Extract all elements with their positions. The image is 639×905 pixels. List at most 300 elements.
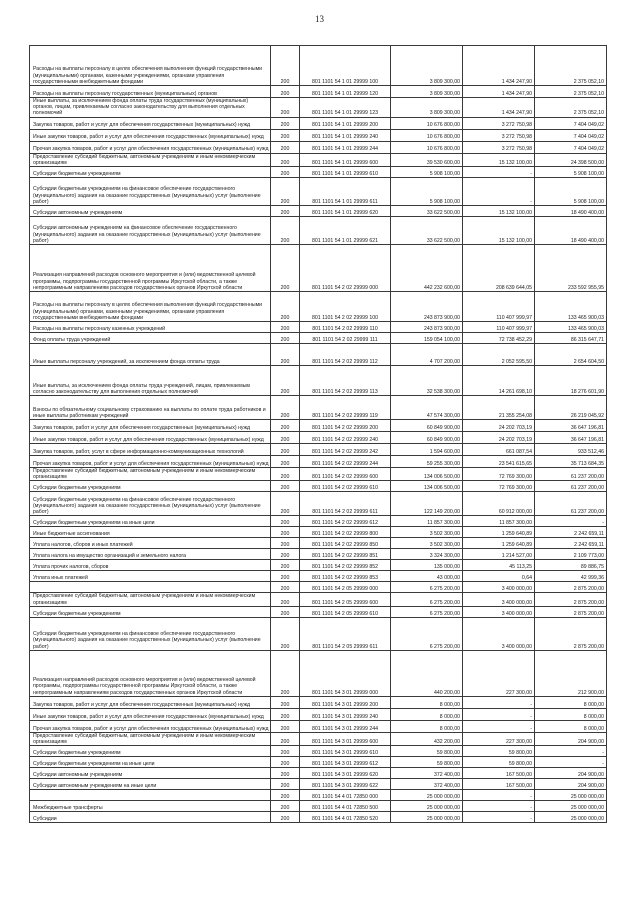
plan-amount: 1 594 600,00: [391, 444, 463, 456]
executed-amount: 227 300,00: [463, 732, 535, 745]
table-row: [30, 129, 607, 141]
table-row: [30, 117, 607, 129]
remaining-amount: 204 900,00: [535, 779, 607, 790]
plan-amount: 10 676 800,00: [391, 141, 463, 153]
remaining-amount: 7 404 049,02: [535, 129, 607, 141]
remaining-amount: 25 000 000,00: [535, 790, 607, 801]
remaining-amount: 233 592 955,95: [535, 245, 607, 292]
row-code: 200: [271, 167, 300, 178]
plan-amount: 11 857 300,00: [391, 516, 463, 527]
remaining-amount: 5 908 100,00: [535, 167, 607, 178]
table-row: [30, 516, 607, 527]
row-kbk: 801 1101 54 2 05 29999 610: [300, 606, 391, 617]
plan-amount: 432 200,00: [391, 732, 463, 745]
executed-amount: 11 857 300,00: [463, 516, 535, 527]
remaining-amount: 2 875 200,00: [535, 593, 607, 606]
table-row: [30, 732, 607, 745]
plan-amount: 10 676 800,00: [391, 117, 463, 129]
table-row: [30, 779, 607, 790]
executed-amount: 72 769 300,00: [463, 481, 535, 492]
plan-amount: 8 000,00: [391, 708, 463, 720]
remaining-amount: 8 000,00: [535, 708, 607, 720]
remaining-amount: -: [535, 516, 607, 527]
row-code: 200: [271, 86, 300, 98]
table-row: [30, 746, 607, 757]
row-kbk: 801 1101 54 3 01 29999 240: [300, 708, 391, 720]
row-code: 200: [271, 593, 300, 606]
executed-amount: 0,64: [463, 571, 535, 582]
row-name: Субсидии автономным учреждениям: [30, 206, 271, 217]
remaining-amount: 2 242 659,11: [535, 538, 607, 549]
plan-amount: 25 000 000,00: [391, 790, 463, 801]
remaining-amount: 5 908 100,00: [535, 178, 607, 206]
plan-amount: 3 324 300,00: [391, 549, 463, 560]
remaining-amount: 8 000,00: [535, 696, 607, 708]
row-kbk: 801 1101 54 3 01 29999 244: [300, 720, 391, 732]
table-row: [30, 790, 607, 801]
row-code: 200: [271, 606, 300, 617]
table-row: [30, 141, 607, 153]
executed-amount: 1 259 640,89: [463, 527, 535, 538]
remaining-amount: 7 404 049,02: [535, 141, 607, 153]
row-name: Прочая закупка товаров, работ и услуг для обеспечения государственных (муниципальных) нужд: [30, 456, 271, 468]
table-row: [30, 481, 607, 492]
row-kbk: 801 1101 54 1 01 29999 200: [300, 117, 391, 129]
table-row: [30, 444, 607, 456]
table-row: [30, 549, 607, 560]
executed-amount: 23 541 615,65: [463, 456, 535, 468]
plan-amount: 372 400,00: [391, 768, 463, 779]
row-kbk: 801 1101 54 4 01 72850 520: [300, 812, 391, 823]
executed-amount: -: [463, 790, 535, 801]
row-code: 200: [271, 779, 300, 790]
executed-amount: 227 300,00: [463, 650, 535, 696]
executed-amount: 167 500,00: [463, 768, 535, 779]
row-name: Иные бюджетные ассигнования: [30, 527, 271, 538]
remaining-amount: 18 490 400,00: [535, 217, 607, 245]
table-row: [30, 560, 607, 571]
row-name: Иные выплаты, за исключением фонда оплаты труда государственных (муниципальных) органов, лицам, привлекаемым согласно законодательству для выполнения отдельных полномочий: [30, 98, 271, 118]
plan-amount: 59 800,00: [391, 757, 463, 768]
executed-amount: -: [463, 696, 535, 708]
row-name: Субсидии бюджетным учреждениям на иные цели: [30, 757, 271, 768]
remaining-amount: 2 375 052,10: [535, 98, 607, 118]
row-kbk: 801 1101 54 2 02 29999 110: [300, 322, 391, 333]
plan-amount: 47 574 300,00: [391, 396, 463, 420]
row-code: 200: [271, 322, 300, 333]
row-name: Иные закупки товаров, работ и услуг для обеспечения государственных (муниципальных) нужд: [30, 129, 271, 141]
table-row: [30, 178, 607, 206]
row-code: 200: [271, 420, 300, 432]
table-row: [30, 708, 607, 720]
plan-amount: 134 006 500,00: [391, 481, 463, 492]
row-code: 200: [271, 333, 300, 344]
remaining-amount: 61 237 200,00: [535, 481, 607, 492]
plan-amount: 134 006 500,00: [391, 468, 463, 481]
executed-amount: 59 800,00: [463, 746, 535, 757]
row-code: 200: [271, 366, 300, 396]
row-kbk: 801 1101 54 2 02 29999 800: [300, 527, 391, 538]
plan-amount: 33 622 500,00: [391, 217, 463, 245]
row-kbk: 801 1101 54 2 02 29999 852: [300, 560, 391, 571]
row-name: Фонд оплаты труда учреждений: [30, 333, 271, 344]
remaining-amount: 18 276 601,90: [535, 366, 607, 396]
plan-amount: 6 275 200,00: [391, 606, 463, 617]
row-code: 200: [271, 549, 300, 560]
executed-amount: 110 407 999,97: [463, 322, 535, 333]
plan-amount: 3 809 300,00: [391, 98, 463, 118]
row-kbk: 801 1101 54 2 02 29999 111: [300, 333, 391, 344]
plan-amount: 25 000 000,00: [391, 801, 463, 812]
table-row: [30, 86, 607, 98]
row-kbk: 801 1101 54 2 02 29999 610: [300, 481, 391, 492]
table-row: [30, 768, 607, 779]
row-code: 200: [271, 141, 300, 153]
remaining-amount: 25 000 000,00: [535, 812, 607, 823]
row-code: 200: [271, 344, 300, 366]
row-code: 200: [271, 708, 300, 720]
row-kbk: 801 1101 54 1 01 29999 120: [300, 86, 391, 98]
row-code: 200: [271, 812, 300, 823]
plan-amount: 122 149 200,00: [391, 492, 463, 516]
remaining-amount: 61 237 200,00: [535, 468, 607, 481]
row-code: 200: [271, 696, 300, 708]
remaining-amount: 86 315 647,71: [535, 333, 607, 344]
table-row: [30, 206, 607, 217]
remaining-amount: 2 654 604,50: [535, 344, 607, 366]
row-code: 200: [271, 178, 300, 206]
row-kbk: 801 1101 54 2 02 29999 119: [300, 396, 391, 420]
row-code: 200: [271, 292, 300, 322]
remaining-amount: 204 900,00: [535, 732, 607, 745]
row-kbk: 801 1101 54 4 01 72850 500: [300, 801, 391, 812]
table-row: [30, 801, 607, 812]
plan-amount: 8 000,00: [391, 696, 463, 708]
row-kbk: 801 1101 54 2 02 29999 000: [300, 245, 391, 292]
row-name: Субсидии автономным учреждениям: [30, 768, 271, 779]
plan-amount: 159 054 100,00: [391, 333, 463, 344]
row-kbk: 801 1101 54 1 01 29999 240: [300, 129, 391, 141]
plan-amount: 8 000,00: [391, 720, 463, 732]
row-name: Закупка товаров, работ и услуг для обеспечения государственных (муниципальных) нужд: [30, 696, 271, 708]
row-name: Прочая закупка товаров, работ и услуг для обеспечения государственных (муниципальных) нужд: [30, 141, 271, 153]
table-row: [30, 420, 607, 432]
row-code: 200: [271, 444, 300, 456]
row-kbk: 801 1101 54 2 02 29999 611: [300, 492, 391, 516]
remaining-amount: 2 875 200,00: [535, 582, 607, 593]
executed-amount: 3 400 000,00: [463, 617, 535, 650]
budget-execution-table: [29, 45, 607, 823]
row-code: 200: [271, 617, 300, 650]
row-name: Закупка товаров, работ и услуг для обеспечения государственных (муниципальных) нужд: [30, 420, 271, 432]
remaining-amount: 36 647 196,81: [535, 420, 607, 432]
table-row: [30, 757, 607, 768]
row-kbk: 801 1101 54 2 02 29999 850: [300, 538, 391, 549]
remaining-amount: 42 999,36: [535, 571, 607, 582]
table-row: [30, 333, 607, 344]
row-kbk: 801 1101 54 3 01 29999 000: [300, 650, 391, 696]
row-code: 200: [271, 46, 300, 86]
remaining-amount: 26 219 045,92: [535, 396, 607, 420]
row-code: 200: [271, 456, 300, 468]
row-code: 200: [271, 732, 300, 745]
table-row: [30, 432, 607, 444]
row-kbk: 801 1101 54 4 01 72850 000: [300, 790, 391, 801]
row-kbk: 801 1101 54 2 05 29999 600: [300, 593, 391, 606]
plan-amount: 243 873 900,00: [391, 292, 463, 322]
remaining-amount: 89 886,75: [535, 560, 607, 571]
executed-amount: 60 912 000,00: [463, 492, 535, 516]
row-kbk: 801 1101 54 2 02 29999 600: [300, 468, 391, 481]
row-kbk: 801 1101 54 3 01 29999 622: [300, 779, 391, 790]
remaining-amount: 933 512,46: [535, 444, 607, 456]
table-row: [30, 538, 607, 549]
row-kbk: 801 1101 54 2 02 29999 244: [300, 456, 391, 468]
executed-amount: 1 434 247,90: [463, 98, 535, 118]
remaining-amount: 18 490 400,00: [535, 206, 607, 217]
row-name: Расходы на выплаты персоналу в целях обеспечения выполнения функций государственными (муниципальными) органами, казенными учреждениями, органами управления государственными внебюджетными фондами: [30, 46, 271, 86]
row-code: 200: [271, 492, 300, 516]
plan-amount: 59 800,00: [391, 746, 463, 757]
executed-amount: 208 639 644,05: [463, 245, 535, 292]
row-name: Субсидии бюджетным учреждениям на финансовое обеспечение государственного (муниципального) задания на оказание государственных (муниципальных) услуг (выполнение работ): [30, 492, 271, 516]
row-code: 200: [271, 432, 300, 444]
plan-amount: 4 707 200,00: [391, 344, 463, 366]
table-row: [30, 456, 607, 468]
row-code: 200: [271, 206, 300, 217]
row-kbk: 801 1101 54 1 01 29999 611: [300, 178, 391, 206]
row-kbk: 801 1101 54 2 02 29999 113: [300, 366, 391, 396]
row-kbk: 801 1101 54 1 01 29999 123: [300, 98, 391, 118]
plan-amount: 39 530 600,00: [391, 153, 463, 166]
row-name: Субсидии бюджетным учреждениям на иные цели: [30, 516, 271, 527]
row-kbk: 801 1101 54 3 01 29999 612: [300, 757, 391, 768]
plan-amount: 60 849 900,00: [391, 420, 463, 432]
executed-amount: 2 052 595,50: [463, 344, 535, 366]
row-kbk: 801 1101 54 2 02 29999 100: [300, 292, 391, 322]
row-code: 200: [271, 468, 300, 481]
row-name: Уплата иных платежей: [30, 571, 271, 582]
table-row: [30, 344, 607, 366]
row-kbk: 801 1101 54 3 01 29999 200: [300, 696, 391, 708]
table-row: [30, 582, 607, 593]
row-kbk: 801 1101 54 2 02 29999 200: [300, 420, 391, 432]
executed-amount: 3 272 750,98: [463, 141, 535, 153]
row-name: Уплата налогов, сборов и иных платежей: [30, 538, 271, 549]
table-row: [30, 720, 607, 732]
row-kbk: 801 1101 54 2 05 29999 611: [300, 617, 391, 650]
row-name: Реализация направлений расходов основного мероприятия и (или) ведомственной целевой программы, подпрограммы государственной программы Иркутской области, а также непрограммным направлениям расходов государственных органов Иркутской области: [30, 245, 271, 292]
row-kbk: 801 1101 54 3 01 29999 620: [300, 768, 391, 779]
row-name: Иные закупки товаров, работ и услуг для обеспечения государственных (муниципальных) нужд: [30, 432, 271, 444]
row-name: Прочая закупка товаров, работ и услуг для обеспечения государственных (муниципальных) нужд: [30, 720, 271, 732]
plan-amount: 6 275 200,00: [391, 582, 463, 593]
table-row: [30, 650, 607, 696]
executed-amount: -: [463, 178, 535, 206]
row-name: Субсидии: [30, 812, 271, 823]
plan-amount: 43 000,00: [391, 571, 463, 582]
row-name: Предоставление субсидий бюджетным, автономным учреждениям и иным некоммерческим организациям: [30, 153, 271, 166]
plan-amount: 5 908 100,00: [391, 178, 463, 206]
executed-amount: 110 407 999,97: [463, 292, 535, 322]
table-row: [30, 322, 607, 333]
row-name: Иные закупки товаров, работ и услуг для обеспечения государственных (муниципальных) нужд: [30, 708, 271, 720]
row-code: 200: [271, 768, 300, 779]
table-row: [30, 812, 607, 823]
table-row: [30, 527, 607, 538]
remaining-amount: 7 404 049,02: [535, 117, 607, 129]
executed-amount: 21 355 254,08: [463, 396, 535, 420]
executed-amount: -: [463, 167, 535, 178]
row-code: 200: [271, 217, 300, 245]
row-kbk: 801 1101 54 2 02 29999 112: [300, 344, 391, 366]
row-kbk: 801 1101 54 1 01 29999 600: [300, 153, 391, 166]
plan-amount: 3 809 300,00: [391, 46, 463, 86]
table-row: [30, 696, 607, 708]
row-name: Субсидии бюджетным учреждениям на финансовое обеспечение государственного (муниципального) задания на оказание государственных (муниципальных) услуг (выполнение работ): [30, 178, 271, 206]
executed-amount: 24 202 703,19: [463, 432, 535, 444]
row-code: 200: [271, 516, 300, 527]
executed-amount: 3 272 750,98: [463, 117, 535, 129]
row-name: Субсидии бюджетным учреждениям: [30, 746, 271, 757]
executed-amount: 24 202 703,19: [463, 420, 535, 432]
row-code: 200: [271, 582, 300, 593]
executed-amount: 3 400 000,00: [463, 606, 535, 617]
table-row: [30, 396, 607, 420]
row-name: Уплата налога на имущество организаций и земельного налога: [30, 549, 271, 560]
executed-amount: 72 738 452,29: [463, 333, 535, 344]
plan-amount: 5 908 100,00: [391, 167, 463, 178]
table-row: [30, 492, 607, 516]
executed-amount: 1 214 527,00: [463, 549, 535, 560]
row-code: 200: [271, 538, 300, 549]
row-name: Субсидии автономным учреждениям на финансовое обеспечение государственного (муниципального) задания на оказание государственных (муниципальных) услуг (выполнение работ): [30, 217, 271, 245]
row-kbk: 801 1101 54 1 01 29999 620: [300, 206, 391, 217]
row-name: Расходы на выплаты персоналу в целях обеспечения выполнения функций государственными (муниципальными) органами, казенными учреждениями, органами управления государственными внебюджетными фондами: [30, 292, 271, 322]
row-kbk: 801 1101 54 2 02 29999 853: [300, 571, 391, 582]
row-name: Иные выплаты, за исключением фонда оплаты труда учреждений, лицам, привлекаемым согласно законодательству для выполнения отдельных полномочий: [30, 366, 271, 396]
executed-amount: 14 261 698,10: [463, 366, 535, 396]
row-code: 200: [271, 757, 300, 768]
plan-amount: 32 538 300,00: [391, 366, 463, 396]
row-code: 200: [271, 720, 300, 732]
table-row: [30, 153, 607, 166]
table-row: [30, 366, 607, 396]
executed-amount: 59 800,00: [463, 757, 535, 768]
executed-amount: 1 259 640,89: [463, 538, 535, 549]
row-name: Закупка товаров, работ и услуг для обеспечения государственных (муниципальных) нужд: [30, 117, 271, 129]
executed-amount: 72 769 300,00: [463, 468, 535, 481]
row-kbk: 801 1101 54 2 02 29999 242: [300, 444, 391, 456]
row-name: Уплата прочих налогов, сборов: [30, 560, 271, 571]
row-name: Расходы на выплаты персоналу государственных (муниципальных) органов: [30, 86, 271, 98]
table-row: [30, 571, 607, 582]
plan-amount: 3 502 300,00: [391, 538, 463, 549]
row-name: Предоставление субсидий бюджетным, автономным учреждениям и иным некоммерческим организациям: [30, 732, 271, 745]
row-code: 200: [271, 117, 300, 129]
row-kbk: 801 1101 54 1 01 29999 100: [300, 46, 391, 86]
remaining-amount: 2 375 052,10: [535, 46, 607, 86]
row-code: 200: [271, 396, 300, 420]
row-name: [30, 582, 271, 593]
table-row: [30, 217, 607, 245]
table-row: [30, 245, 607, 292]
remaining-amount: 2 875 200,00: [535, 617, 607, 650]
executed-amount: -: [463, 708, 535, 720]
row-kbk: 801 1101 54 1 01 29999 621: [300, 217, 391, 245]
executed-amount: 167 500,00: [463, 779, 535, 790]
executed-amount: 3 272 750,98: [463, 129, 535, 141]
plan-amount: 135 000,00: [391, 560, 463, 571]
row-kbk: 801 1101 54 1 01 29999 610: [300, 167, 391, 178]
row-name: [30, 790, 271, 801]
row-code: 200: [271, 650, 300, 696]
page-number: 13: [315, 14, 324, 24]
row-name: Субсидии бюджетным учреждениям: [30, 606, 271, 617]
remaining-amount: 24 398 500,00: [535, 153, 607, 166]
row-name: Субсидии бюджетным учреждениям: [30, 167, 271, 178]
table-row: [30, 167, 607, 178]
table-row: [30, 606, 607, 617]
plan-amount: 60 849 900,00: [391, 432, 463, 444]
row-kbk: 801 1101 54 3 01 29999 610: [300, 746, 391, 757]
row-code: 200: [271, 481, 300, 492]
remaining-amount: 35 713 684,35: [535, 456, 607, 468]
row-name: Предоставление субсидий бюджетным, автономным учреждениям и иным некоммерческим организациям: [30, 468, 271, 481]
row-kbk: 801 1101 54 2 02 29999 612: [300, 516, 391, 527]
remaining-amount: 2 875 200,00: [535, 606, 607, 617]
table-row: [30, 468, 607, 481]
plan-amount: 10 676 800,00: [391, 129, 463, 141]
remaining-amount: 8 000,00: [535, 720, 607, 732]
remaining-amount: 212 900,00: [535, 650, 607, 696]
plan-amount: 3 502 300,00: [391, 527, 463, 538]
executed-amount: 1 434 247,90: [463, 46, 535, 86]
row-kbk: 801 1101 54 2 05 29999 000: [300, 582, 391, 593]
executed-amount: 45 113,25: [463, 560, 535, 571]
executed-amount: 15 132 100,00: [463, 217, 535, 245]
plan-amount: 442 232 600,00: [391, 245, 463, 292]
row-code: 200: [271, 801, 300, 812]
table-row: [30, 292, 607, 322]
row-kbk: 801 1101 54 1 01 29999 244: [300, 141, 391, 153]
plan-amount: 372 400,00: [391, 779, 463, 790]
row-code: 200: [271, 560, 300, 571]
row-code: 200: [271, 790, 300, 801]
plan-amount: 3 809 300,00: [391, 86, 463, 98]
executed-amount: 15 132 100,00: [463, 206, 535, 217]
row-code: 200: [271, 153, 300, 166]
row-name: Субсидии бюджетным учреждениям: [30, 481, 271, 492]
executed-amount: 15 132 100,00: [463, 153, 535, 166]
row-kbk: 801 1101 54 2 02 29999 240: [300, 432, 391, 444]
row-kbk: 801 1101 54 3 01 29999 600: [300, 732, 391, 745]
plan-amount: 25 000 000,00: [391, 812, 463, 823]
plan-amount: 33 622 500,00: [391, 206, 463, 217]
row-name: Расходы на выплаты персоналу казенных учреждений: [30, 322, 271, 333]
table-row: [30, 617, 607, 650]
remaining-amount: 133 465 900,03: [535, 322, 607, 333]
plan-amount: 6 275 200,00: [391, 617, 463, 650]
row-name: Субсидии бюджетным учреждениям на финансовое обеспечение государственного (муниципального) задания на оказание государственных (муниципальных) услуг (выполнение работ): [30, 617, 271, 650]
table-row: [30, 593, 607, 606]
plan-amount: 243 873 900,00: [391, 322, 463, 333]
row-code: 200: [271, 571, 300, 582]
row-code: 200: [271, 527, 300, 538]
executed-amount: 1 434 247,90: [463, 86, 535, 98]
remaining-amount: -: [535, 757, 607, 768]
row-name: Межбюджетные трансферты: [30, 801, 271, 812]
